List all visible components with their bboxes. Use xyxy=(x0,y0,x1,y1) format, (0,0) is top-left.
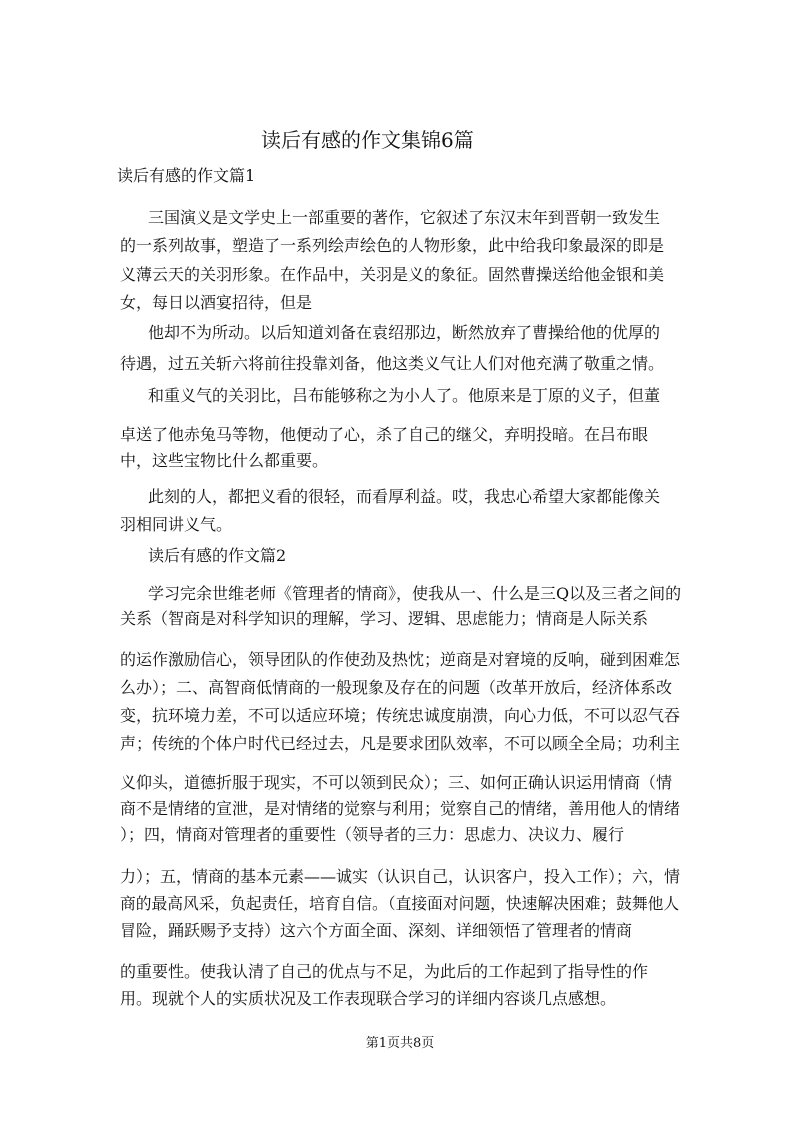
text-line: 么办）；二、高智商低情商的一般现象及存在的问题（改革开放后，经济体系改 xyxy=(120,678,673,697)
document-title: 读后有感的作文集锦6篇 xyxy=(261,128,474,152)
text-line: ）；四，情商对管理者的重要性（领导者的三力：思虑力、决议力、履行 xyxy=(120,825,625,844)
text-line: 的一系列故事，塑造了一系列绘声绘色的人物形象，此中给我印象最深的即是 xyxy=(120,236,665,255)
section-heading: 读后有感的作文篇2 xyxy=(148,546,287,565)
text-line: 羽相同讲义气。 xyxy=(120,515,233,534)
text-line: 义仰头，道德折服于现实，不可以领到民众）；三、如何正确认识运用情商（情 xyxy=(120,773,673,792)
section-heading: 读后有感的作文篇1 xyxy=(117,166,256,185)
text-line: 关系（智商是对科学知识的理解，学习、逻辑、思虑能力；情商是人际关系 xyxy=(120,609,649,628)
text-line: 的运作激励信心，领导团队的作使劲及热忱；逆商是对窘境的反响，碰到困难怎 xyxy=(120,650,681,669)
text-line: 此刻的人，都把义看的很轻，而看厚利益。哎，我忠心希望大家都能像关 xyxy=(148,487,661,506)
text-line: 冒险，踊跃赐予支持）这六个方面全面、深刻、详细领悟了管理者的情商 xyxy=(120,921,633,940)
text-line: 的重要性。使我认清了自己的优点与不足，为此后的工作起到了指导性的作 xyxy=(120,962,649,981)
text-line: 他却不为所动。以后知道刘备在袁绍那边，断然放弃了曹操给他的优厚的 xyxy=(148,323,661,342)
text-line: 力）；五，情商的基本元素——诚实（认识自己，认识客户，投入工作）；六，情 xyxy=(120,867,681,886)
text-line: 商不是情绪的宣泄，是对情绪的觉察与利用；觉察自己的情绪，善用他人的情绪 xyxy=(120,799,681,818)
text-line: 中，这些宝物比什么都重要。 xyxy=(120,451,329,470)
text-line: 变，抗环境力差，不可以适应环境；传统忠诚度崩溃，向心力低，不可以忍气吞 xyxy=(120,706,681,725)
text-line: 学习完余世维老师《管理者的情商》，使我从一、什么是三Q以及三者之间的 xyxy=(148,584,682,603)
text-line: 卓送了他赤兔马等物，他便动了心，杀了自己的继父，弃明投暗。在吕布眼 xyxy=(120,425,649,444)
text-line: 三国演义是文学史上一部重要的著作，它叙述了东汉末年到晋朝一致发生 xyxy=(148,208,661,227)
text-line: 声；传统的个体户时代已经过去，凡是要求团队效率，不可以顾全全局；功利主 xyxy=(120,734,681,753)
text-line: 义薄云天的关羽形象。在作品中，关羽是义的象征。固然曹操送给他金银和美 xyxy=(120,265,665,284)
text-line: 女，每日以酒宴招待，但是 xyxy=(120,293,313,312)
text-line: 待遇，过五关斩六将前往投靠刘备，他这类义气让人们对他充满了敬重之情。 xyxy=(120,354,665,373)
text-line: 和重义气的关羽比，吕布能够称之为小人了。他原来是丁原的义子，但董 xyxy=(148,386,661,405)
text-line: 商的最高风采，负起责任，培育自信。（直接面对问题，快速解决困难；鼓舞他人 xyxy=(120,894,680,913)
text-line: 用。现就个人的实质状况及工作表现联合学习的详细内容谈几点感想。 xyxy=(120,989,617,1008)
page-footer: 第1页共8页 xyxy=(365,1036,435,1051)
